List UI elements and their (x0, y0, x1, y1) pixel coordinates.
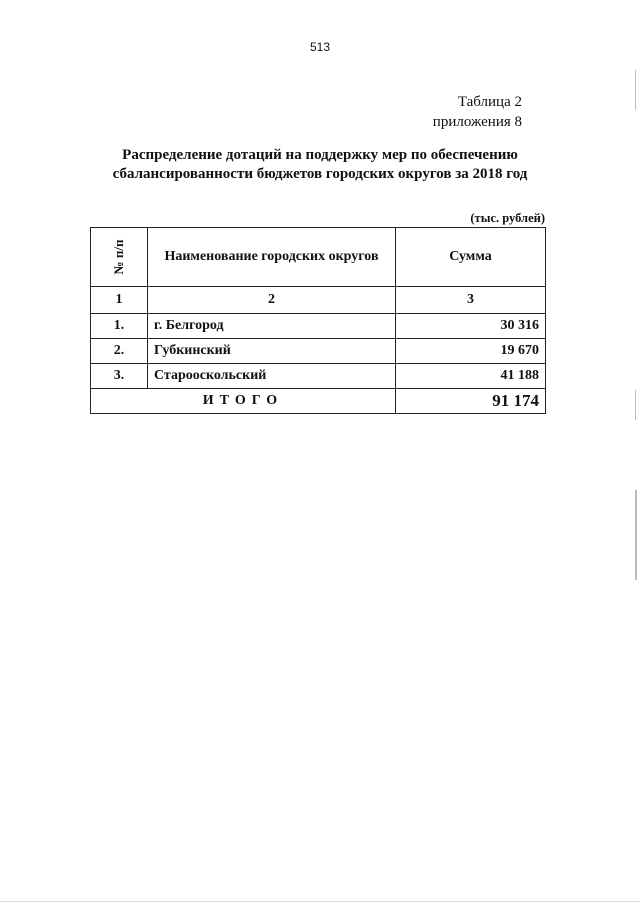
annex-line-appendix: приложения 8 (432, 114, 522, 130)
units-note: (тыс. рублей) (470, 211, 545, 225)
row-sum: 30 316 (396, 314, 546, 339)
scan-edge-mark (635, 390, 636, 420)
row-district-name: Старооскольский (148, 364, 396, 389)
column-index-2: 2 (148, 287, 396, 314)
row-number: 3. (91, 364, 148, 389)
table-annex-reference (433, 92, 522, 132)
row-number: 2. (91, 339, 148, 364)
row-sum: 19 670 (396, 339, 546, 364)
total-row (91, 389, 546, 414)
annex-line-table: Таблица 2 (457, 94, 522, 110)
scan-edge-mark (635, 70, 636, 110)
total-sum: 91 174 (396, 389, 546, 414)
row-district-name: г. Белгород (148, 314, 396, 339)
header-name: Наименование городских округов (148, 228, 396, 287)
row-district-name: Губкинский (148, 339, 396, 364)
title-line-1: Распределение дотаций на поддержку мер по обеспечению (122, 147, 518, 163)
document-title (60, 146, 580, 184)
scan-edge-mark (0, 901, 640, 902)
row-number: 1. (91, 314, 148, 339)
table-row (91, 314, 546, 339)
total-label: ИТОГО (91, 389, 396, 414)
column-index-3: 3 (396, 287, 546, 314)
title-line-2: сбалансированности бюджетов городских округов за 2018 год (112, 166, 528, 182)
column-index-row (91, 287, 546, 314)
header-sum: Сумма (396, 228, 546, 287)
scan-edge-mark (635, 490, 637, 580)
page-number: 513 (309, 40, 331, 54)
table-row (91, 339, 546, 364)
header-number-label: № п/п (111, 239, 126, 275)
table-row (91, 364, 546, 389)
grants-table (90, 227, 546, 414)
column-index-1: 1 (91, 287, 148, 314)
table-header-row (91, 228, 546, 287)
row-sum: 41 188 (396, 364, 546, 389)
header-number (91, 228, 148, 287)
